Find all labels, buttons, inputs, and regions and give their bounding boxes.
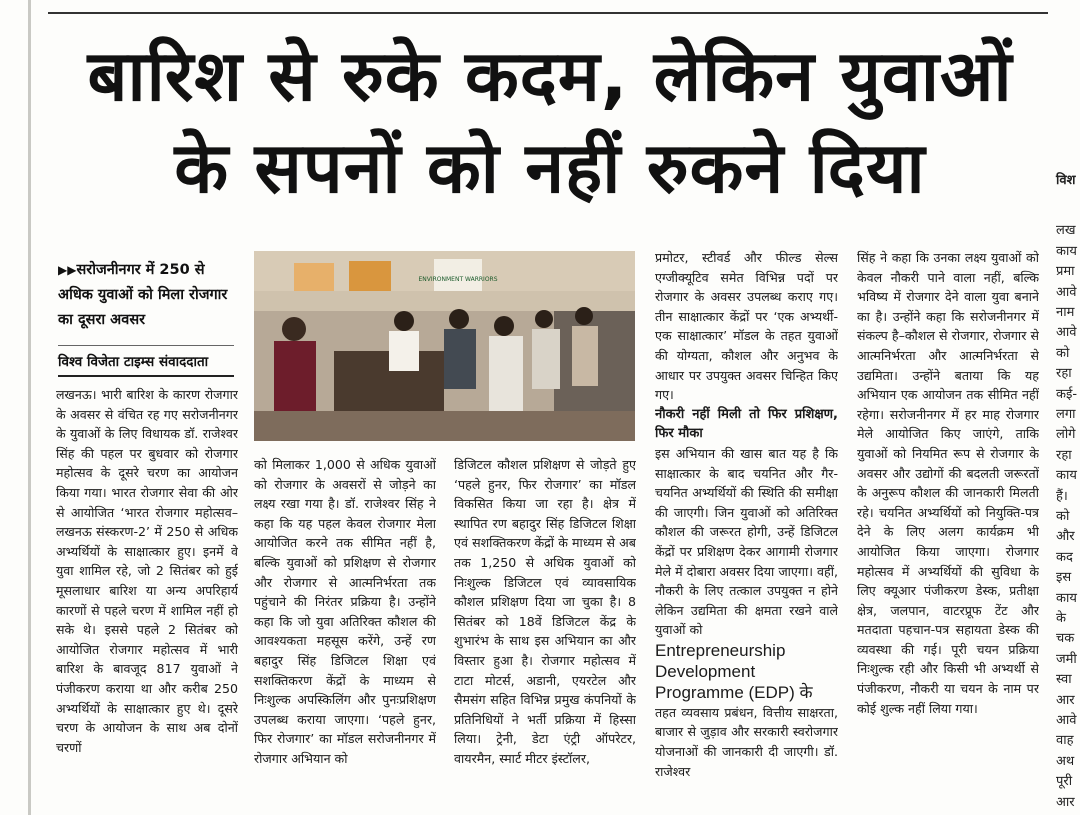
next-article-fragment: को (1056, 345, 1070, 361)
byline: विश्व विजेता टाइम्स संवाददाता (58, 354, 209, 370)
next-article-fragment: अथ (1056, 753, 1075, 769)
next-article-fragment: नाम (1056, 305, 1075, 320)
column-5-text: सिंह ने कहा कि उनका लक्ष्य युवाओं को केवल नौकरी पाने वाला नहीं, बल्कि भविष्य में रोजगार देने वाला युवा बनाने का है। उन्होंने कहा कि सरोजनीनगर में संकल्प है–कौशल से रोजगार, रोजगार से आत्मनिर्भरता और आत्मनिर्भरता से उद्यमिता। उन्होंने बताया कि यह अभियान एक आयोजन तक सीमित नहीं रहेगा। सरोजनीनगर में हर माह रोजगार मेले आयोजित किए जाएंगे, ताकि युवाओं को नियमित रूप से रोजगार के अवसर और उद्योगों की बदलती जरूरतों के अनुरूप कौशल की जानकारी मिलती रहे। चयनित अभ्यर्थियों को नियुक्ति-पत्र देने के लिए अलग कार्यक्रम भी आयोजित किया जाएगा। रोजगार महोत्सव में अभ्यर्थियों की सुविधा के लिए क्यूआर पंजीकरण डेस्क, प्रतीक्षा क्षेत्र, जलपान, वाटरप्रूफ टेंट और मतदाता पहचान-पत्र सहायता डेस्क की व्यवस्था की गई। पूरी चयन प्रक्रिया निःशुल्क रही और किसी भी अभ्यर्थी से पंजीकरण, नौकरी या चयन के नाम पर कोई शुल्क नहीं लिया गया। (857, 250, 1039, 716)
next-article-fragment: लोगे (1056, 427, 1076, 443)
column-4-text-end: तहत व्यवसाय प्रबंधन, वित्तीय साक्षरता, बाजार से जुड़ाव और सरकारी स्वरोजगार योजनाओं की जानकारी दी जाएगी। डॉ. राजेश्वर (655, 704, 838, 779)
next-article-fragment: जमी (1056, 651, 1077, 667)
next-article-fragment: इस (1056, 570, 1072, 586)
article-column-1 (56, 385, 238, 795)
column-4-edp: Entrepreneurship Development Programme (EDP) के (655, 640, 813, 702)
byline-divider (58, 375, 234, 377)
next-article-fragment: काय (1056, 590, 1077, 606)
next-article-fragment: चक (1056, 631, 1075, 647)
article-column-4 (655, 248, 838, 800)
next-article-fragment: आवे (1056, 325, 1077, 341)
next-article-fragment: वाह (1056, 733, 1074, 749)
headline-line-2: के सपनों को नहीं रुकने दिया (174, 127, 926, 209)
next-article-fragment: के (1056, 611, 1066, 626)
next-article-fragment: रहा (1056, 447, 1072, 463)
next-article-fragment: और (1056, 529, 1075, 545)
next-article-fragment: काय (1056, 243, 1077, 259)
next-article-fragment: आवे (1056, 713, 1077, 728)
headline (50, 30, 1050, 214)
next-article-fragment: आर (1056, 692, 1075, 708)
next-article-fragment: रहा (1056, 366, 1072, 382)
column-2-text: को मिलाकर 1,000 से अधिक युवाओं को रोजगार के अवसरों से जोड़ने का लक्ष्य रखा गया है। डॉ. राजेश्वर सिंह ने कहा कि यह पहल केवल रोजगार मेला आयोजित करने तक सीमित नहीं है, बल्कि युवाओं को प्रशिक्षण से रोजगार और रोजगार से आत्मनिर्भरता तक पहुंचाने की निरंतर प्रक्रिया है। उन्होंने कहा कि जो युवा अतिरिक्त कौशल की आवश्यकता महसूस करेंगे, उन्हें रण बहादुर सिंह डिजिटल शिक्षा एवं सशक्तिकरण केंद्रों के माध्यम से निःशुल्क अपस्किलिंग और पुनःप्रशिक्षण उपलब्ध कराया जाएगा। ‘पहले हुनर, फिर रोजगार’ का मॉडल सरोजनीनगर में रोजगार अभियान को (254, 457, 436, 766)
article-column-3 (454, 455, 636, 800)
next-article-fragment: स्वा (1056, 672, 1072, 688)
next-article-fragment: आर (1056, 794, 1075, 810)
next-article-fragment: विश (1056, 173, 1076, 188)
kicker-text: सरोजनीनगर में 250 से अधिक युवाओं को मिला रोजगार का दूसरा अवसर (58, 262, 228, 328)
column-4-subheading: नौकरी नहीं मिली तो फिर प्रशिक्षण, फिर मौका (655, 406, 838, 442)
column-3-text: डिजिटल कौशल प्रशिक्षण से जोड़ते हुए ‘पहले हुनर, फिर रोजगार’ का मॉडल विकसित किया जा रहा है। क्षेत्र में स्थापित रण बहादुर सिंह डिजिटल शिक्षा एवं सशक्तिकरण केंद्रों के माध्यम से अब तक 1,250 से अधिक युवाओं को निःशुल्क डिजिटल एवं व्यावसायिक कौशल प्रशिक्षण दिया जा चुका है। 8 सितंबर को 18वें डिजिटल केंद्र के शुभारंभ के साथ इस अभियान का और विस्तार हुआ है। रोजगार महोत्सव में टाटा मोटर्स, अडानी, एयरटेल और सैमसंग सहित विभिन्न प्रमुख कंपनियों के प्रतिनिधियों ने भर्ती प्रक्रिया में हिस्सा लिया। ट्रेनी, डेटा एंट्री ऑपरेटर, वायरमैन, स्मार्ट मीटर इंस्टॉलर, (454, 457, 636, 766)
next-article-fragment: को (1056, 509, 1070, 524)
kicker-divider (58, 345, 234, 346)
next-article-fragment: कद (1056, 549, 1073, 565)
headline-line-1: बारिश से रुके कदम, लेकिन युवाओं (87, 35, 1013, 117)
next-article-fragment: आवे (1056, 284, 1077, 300)
column-4-text-mid: इस अभियान की खास बात यह है कि साक्षात्कार के बाद चयनित और गैर-चयनित अभ्यर्थियों की स्थिति की समीक्षा की जाएगी। जिन युवाओं को अतिरिक्त कौशल की जरूरत होगी, उन्हें डिजिटल केंद्रों पर प्रशिक्षण देकर आगामी रोजगार मेले में दोबारा अवसर दिया जाएगा। वहीं, नौकरी के लिए तत्काल उपयुक्त न होने लेकिन उद्यमिता की क्षमता रखने वाले युवाओं को (655, 445, 838, 638)
next-article-fragment: लख (1056, 223, 1076, 239)
kicker (58, 258, 236, 333)
next-article-fragment: पूरी (1056, 774, 1073, 790)
page-gutter (28, 0, 31, 815)
article-column-5 (857, 248, 1039, 800)
article-column-2 (254, 455, 436, 800)
top-rule (48, 12, 1048, 14)
next-article-fragment: कई- (1056, 386, 1078, 402)
next-article-fragment: प्रमा (1056, 264, 1075, 280)
next-article-fragment: हैं। (1056, 488, 1068, 504)
classroom-photo-illustration (254, 251, 635, 441)
column-1-text: लखनऊ। भारी बारिश के कारण रोजगार के अवसर से वंचित रह गए सरोजनीनगर के युवाओं के लिए विधायक डॉ. राजेश्वर सिंह की पहल पर बुधवार को रोजगार महोत्सव के दूसरे चरण का आयोजन किया गया। भारत रोजगार सेवा की ओर से आयोजित ‘भारत रोजगार महोत्सव–लखनऊ संस्करण-2’ में 250 से अधिक अभ्यर्थियों के साक्षात्कार हुए। इनमें वे युवा शामिल रहे, जो 2 सितंबर को हुई मूसलाधार बारिश या अन्य अपरिहार्य कारणों से पहले चरण में शामिल नहीं हो सके थे। इससे पहले 2 सितंबर को आयोजित रोजगार महोत्सव में भारी बारिश के बावजूद 817 युवाओं ने पंजीकरण कराया था और करीब 250 अभ्यर्थियों के साक्षात्कार हुए थे। दूसरे चरण के आयोजन के साथ अब दोनों चरणों (56, 387, 238, 755)
banner-text: ENVIRONMENT WARRIORS (418, 276, 498, 283)
news-photo (254, 251, 635, 441)
column-4-text-top: प्रमोटर, स्टीवर्ड और फील्ड सेल्स एग्जीक्यूटिव समेत विभिन्न पदों पर रोजगार के अवसर उपलब्ध कराए गए। तीन साक्षात्कार केंद्रों पर ‘एक अभ्यर्थी-एक साक्षात्कार’ मॉडल के तहत युवाओं की योग्यता, कौशल और अनुभव के आधार पर उपयुक्त अवसर चिन्हित किए गए। (655, 250, 838, 403)
next-article-fragment: लगा (1056, 407, 1076, 422)
next-article-sliver (1050, 0, 1080, 815)
double-arrow-icon: ▶▶ (58, 263, 77, 277)
next-article-fragment: काय (1056, 468, 1077, 484)
